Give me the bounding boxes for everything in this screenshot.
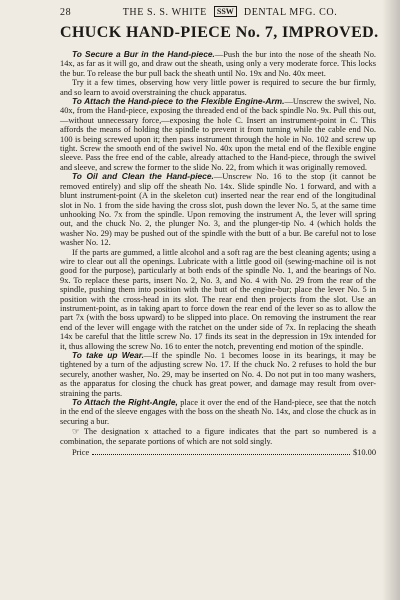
instruction-paragraph: [60, 351, 376, 398]
leader-dots: [92, 454, 350, 455]
paragraph-text: If the parts are gummed, a little alcohol and a soft rag are the best cleaning agents; using a wire to clear out all the openings. Lubricate with a little good oil (sewing-machine oil is not good for the purpose), particularly at both ends of the spindle No. 1, and the bearings of No. 9x. To replace these parts, insert No. 2, No. 3, and No. 4 with No. 29 from the rear of the spindle, pushing them into position with the butt of the engine-bur; place the lever No. 5 in position with the cross-head in its slot. The rear end then projects from the slot. Use an instrument-point, as in taking apart to force down the rear end of the lever so as to allow the part 7x (with the boss upward) to be slipped into place. On removing the instrument the rear end of the lever will engage with the ratchet on the under side of 7x. In replacing the sheath 14x be careful that the little screw No. 17 finds its seat in the depression in 19x intended for it, thus allowing the screw No. 16 to enter the notch, preventing end motion of the spindle.: [60, 247, 376, 351]
publisher-suffix: DENTAL MFG. CO.: [243, 7, 338, 18]
paragraph-text: place it over the end of the Hand-piece, see that the notch in the end of the sleeve engages with the boss on the sheath No. 14x, and close the chuck as in securing a bur.: [60, 398, 376, 426]
running-title: [94, 6, 376, 18]
section-heading: To Secure a Bur in the Hand-piece.: [72, 49, 215, 59]
paragraph-text: —If the spindle No. 1 becomes loose in its bearings, it may be tightened by a turn of the adjusting screw No. 17. If the chuck No. 2 refuses to hold the bur securely, another washer, No. 29, may be inserted on No. 4. Do not put in too many washers, as the apparatus for closing the chuck has great power, and damage may result from over-straining the parts.: [60, 351, 376, 398]
running-header: [60, 6, 376, 18]
section-heading: To Attach the Hand-piece to the Flexible Engine-Arm.: [72, 96, 285, 107]
instruction-paragraph: [60, 172, 376, 247]
instruction-paragraph: [60, 398, 376, 426]
page-number: 28: [60, 7, 72, 18]
paragraph-text: —Unscrew No. 16 to the stop (it cannot be removed entirely) and slip off the sheath No. 14x. Slide spindle No. 1 forward, and with a blunt instrument-point (A in the skeleton cut) inserted near the rear end of the longitudinal slot in No. 1 from the side having the cross slot, push down the lever No. 5, at the same time unhooking No. 7x from the spindle. Upon removing the instrument A, the lever will spring out, and the chuck No. 2, the plunger No. 3, and the plunger-tip No. 4 (which holds the washer No. 29) may be pushed out of the spindle with the butt of a bur. Be careful not to lose washer No. 12.: [60, 172, 376, 248]
price-label: Price: [72, 448, 90, 458]
footnote: ☞ The designation x attached to a figure indicates that the part so numbered is a combination, the separate portions of which are not sold singly.: [60, 427, 376, 446]
paragraph-text: —Push the bur into the nose of the sheath No. 14x, as far as it will go, and draw out the sheath, using only a very moderate force. This locks the bur. To release the bur pull back the sheath until No. 19x and No. 40x meet.: [60, 50, 376, 78]
instructions-body: [60, 50, 376, 446]
section-heading: To Oil and Clean the Hand-piece.: [72, 171, 214, 182]
publisher-name: THE S. S. WHITE: [122, 7, 207, 18]
instruction-paragraph: [60, 50, 376, 78]
price-value: $10.00: [352, 448, 376, 458]
company-logo: SSW: [214, 6, 237, 17]
section-heading: To take up Wear.: [72, 350, 144, 360]
section-heading: To Attach the Right-Angle,: [72, 397, 178, 408]
paragraph-text: —Unscrew the swivel, No. 40x, from the Hand-piece, exposing the threaded end of the back spindle No. 9x. Pull this out,—without unnecessary force,—exposing the hole C. Insert an instrument-point in C. This affords the means of holding the spindle to prevent it from turning while the cable end No. 100 is being screwed upon it; then pass instrument through the hole in No. 102 and screw up tight. Screw the smooth end of the swivel No. 40x upon the metal end of the flexible engine sleeve. Pass the free end of the cable, already attached to the Hand-piece, through the swivel and sleeve, and screw the former to the slide No. 22, from which it was originally removed.: [60, 97, 376, 172]
price-line: [60, 448, 376, 458]
instruction-paragraph: [60, 97, 376, 172]
instruction-paragraph: [60, 78, 376, 97]
page-title: CHUCK HAND-PIECE No. 7, IMPROVED.: [60, 24, 379, 41]
paragraph-text: Try it a few times, observing how very little power is required to secure the bur firmly, and so learn to avoid overstraining the chuck apparatus.: [60, 78, 376, 97]
instruction-paragraph: [60, 248, 376, 351]
